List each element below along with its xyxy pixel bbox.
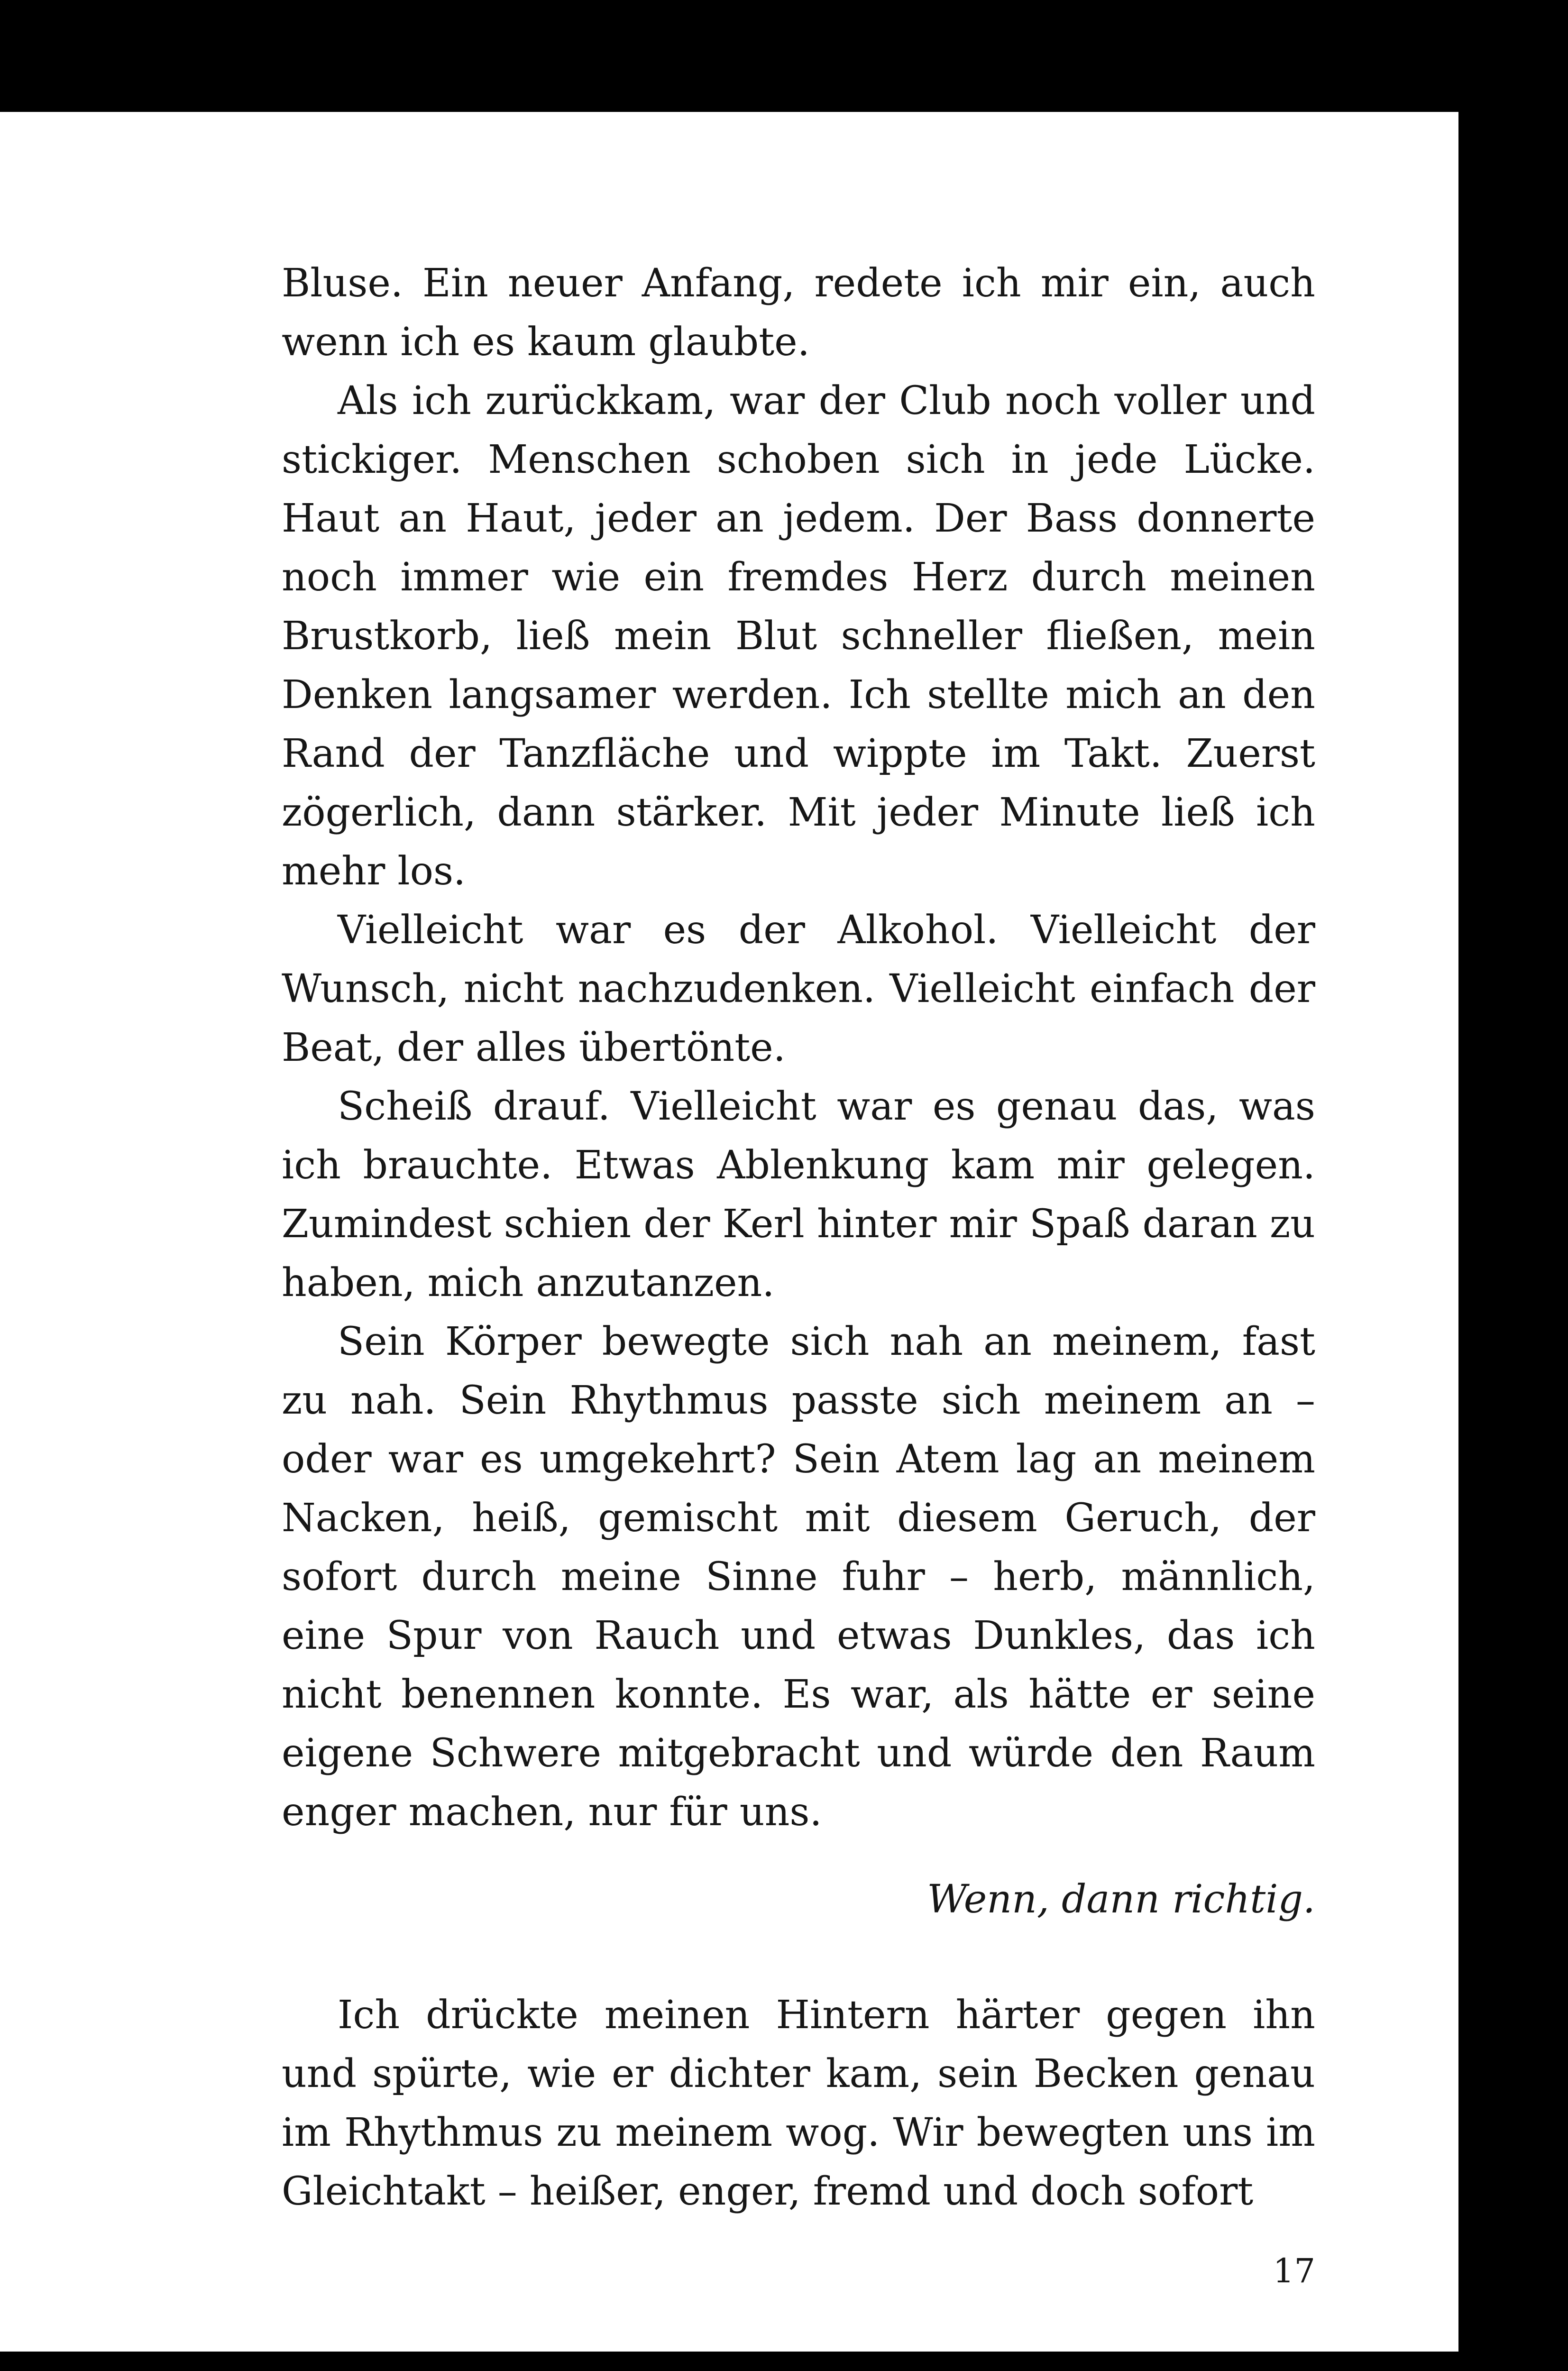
paragraph-5: Sein Körper bewegte sich nah an meinem, fast zu nah. Sein Rhythmus passte sich meinem an – oder war es umgekehrt? Sein Atem lag an meinem Nacken, heiß, gemischt mit diesem Geruch, der sofort durch meine Sinne fuhr – herb, männlich, eine Spur von Rauch und etwas Dunkles, das ich nicht benennen konnte. Es war, als hätte er seine eigene Schwere mitgebracht und würde den Raum enger machen, nur für uns. bbox=[282, 1319, 1315, 1835]
paragraph-2: Als ich zurückkam, war der Club noch voller und stickiger. Menschen schoben sich in jede Lücke. Haut an Haut, jeder an jedem. Der Bass donnerte noch immer wie ein fremdes Herz durch meinen Brustkorb, ließ mein Blut schneller fließen, mein Denken langsamer werden. Ich stellte mich an den Rand der Tanzfläche und wippte im Takt. Zuerst zögerlich, dann stärker. Mit jeder Minute ließ ich mehr los. bbox=[282, 378, 1315, 894]
body-text bbox=[282, 254, 1315, 2221]
book-page bbox=[0, 112, 1458, 2352]
page-number: 17 bbox=[1273, 2252, 1315, 2290]
italic-thought: Wenn, dann richtig. bbox=[927, 1877, 1315, 1922]
paragraph-4: Scheiß drauf. Vielleicht war es genau das, was ich brauchte. Etwas Ablenkung kam mir gelegen. Zumindest schien der Kerl hinter mir Spaß daran zu haben, mich anzutanzen. bbox=[282, 1084, 1315, 1305]
paragraph-3: Vielleicht war es der Alkohol. Vielleicht der Wunsch, nicht nachzudenken. Vielleicht einfach der Beat, der alles übertönte. bbox=[282, 908, 1315, 1070]
paragraph-6: Ich drückte meinen Hintern härter gegen ihn und spürte, wie er dichter kam, sein Becken genau im Rhythmus zu meinem wog. Wir bewegten uns im Gleichtakt – heißer, enger, fremd und doch sofort bbox=[282, 1993, 1315, 2214]
paragraph-1: Bluse. Ein neuer Anfang, redete ich mir ein, auch wenn ich es kaum glaubte. bbox=[282, 261, 1315, 365]
